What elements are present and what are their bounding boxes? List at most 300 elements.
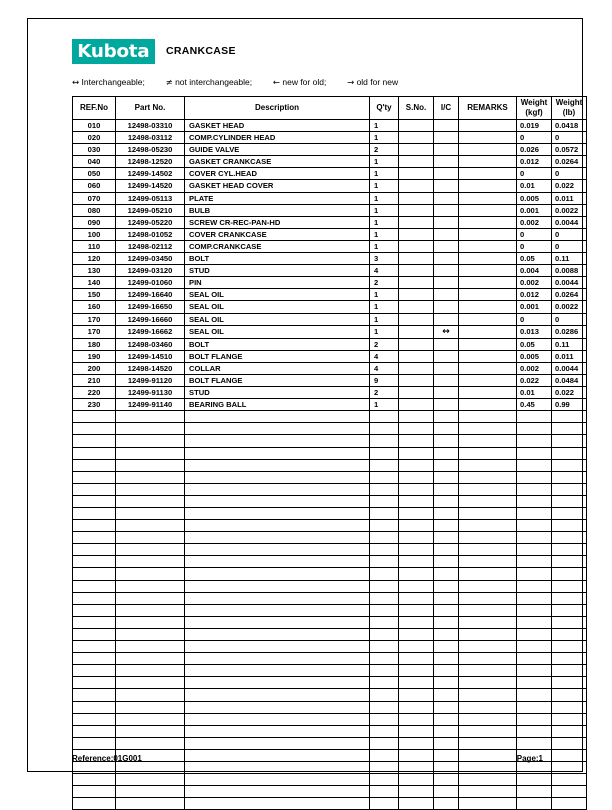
cell-remarks [459,180,517,192]
table-row-empty [73,544,587,556]
cell-description: GASKET HEAD COVER [185,180,370,192]
cell-part-no: 12499-01060 [116,277,185,289]
cell-empty [517,677,552,689]
table-row [73,362,587,374]
cell-s-no [399,350,434,362]
cell-empty [459,411,517,423]
cell-empty [73,568,116,580]
cell-empty [434,411,459,423]
cell-description: BOLT FLANGE [185,374,370,386]
cell-empty [434,592,459,604]
cell-empty [517,701,552,713]
cell-ref-no: 200 [73,362,116,374]
cell-empty [370,508,399,520]
cell-empty [459,604,517,616]
column-header-s-no: S.No. [399,97,434,120]
cell-empty [552,423,587,435]
cell-empty [185,725,370,737]
cell-empty [116,459,185,471]
cell-weight-lb: 0.0264 [552,156,587,168]
cell-empty [185,641,370,653]
cell-empty [399,761,434,773]
cell-ref-no: 220 [73,387,116,399]
cell-empty [459,665,517,677]
cell-empty [459,628,517,640]
cell-empty [459,447,517,459]
cell-remarks [459,338,517,350]
cell-weight-lb: 0.11 [552,338,587,350]
cell-empty [116,665,185,677]
cell-ic [434,301,459,313]
cell-empty [517,568,552,580]
cell-remarks [459,350,517,362]
cell-part-no: 12498-01052 [116,228,185,240]
cell-empty [73,435,116,447]
cell-empty [73,665,116,677]
cell-empty [399,544,434,556]
cell-empty [552,483,587,495]
cell-ref-no: 180 [73,338,116,350]
cell-weight-lb: 0.0044 [552,362,587,374]
cell-description: BOLT [185,338,370,350]
cell-empty [73,580,116,592]
table-row [73,180,587,192]
cell-empty [434,495,459,507]
cell-empty [552,580,587,592]
cell-empty [185,592,370,604]
table-row [73,399,587,411]
cell-ic [434,204,459,216]
cell-description: GASKET HEAD [185,120,370,132]
cell-empty [185,423,370,435]
cell-empty [459,725,517,737]
cell-empty [399,713,434,725]
cell-empty [399,471,434,483]
cell-empty [552,435,587,447]
table-row-empty [73,411,587,423]
cell-weight-lb: 0.022 [552,387,587,399]
cell-empty [73,483,116,495]
cell-description: GUIDE VALVE [185,144,370,156]
legend-symbol-interchangeable: ↔ [72,78,80,88]
cell-empty [116,713,185,725]
cell-ref-no: 040 [73,156,116,168]
cell-empty [185,447,370,459]
cell-qty: 1 [370,301,399,313]
cell-empty [116,689,185,701]
cell-empty [552,713,587,725]
cell-empty [552,725,587,737]
cell-weight-lb: 0.011 [552,350,587,362]
page-title: CRANKCASE [166,45,236,57]
footer-reference: Reference:01G001 [72,754,142,763]
cell-weight-lb: 0.11 [552,253,587,265]
table-row-empty [73,520,587,532]
cell-empty [116,423,185,435]
cell-empty [370,701,399,713]
cell-part-no: 12498-03310 [116,120,185,132]
cell-part-no: 12499-16660 [116,313,185,325]
cell-empty [517,616,552,628]
table-row-empty [73,483,587,495]
cell-weight-kgf: 0.001 [517,301,552,313]
cell-s-no [399,399,434,411]
cell-empty [459,423,517,435]
cell-empty [459,701,517,713]
cell-s-no [399,120,434,132]
cell-empty [459,532,517,544]
cell-empty [370,532,399,544]
table-row-empty [73,653,587,665]
cell-empty [370,677,399,689]
cell-empty [552,798,587,810]
cell-weight-lb: 0 [552,228,587,240]
cell-description: GASKET CRANKCASE [185,156,370,168]
cell-empty [116,508,185,520]
cell-qty: 1 [370,325,399,338]
cell-empty [552,641,587,653]
cell-s-no [399,301,434,313]
cell-qty: 2 [370,338,399,350]
cell-empty [459,483,517,495]
cell-s-no [399,156,434,168]
cell-description: STUD [185,265,370,277]
cell-empty [552,459,587,471]
cell-empty [185,520,370,532]
cell-empty [73,508,116,520]
cell-weight-kgf: 0 [517,132,552,144]
cell-empty [370,435,399,447]
cell-empty [434,556,459,568]
cell-empty [370,616,399,628]
cell-empty [116,580,185,592]
cell-empty [185,556,370,568]
cell-ic [434,240,459,252]
cell-empty [434,471,459,483]
table-row-empty [73,798,587,810]
cell-empty [552,604,587,616]
cell-s-no [399,204,434,216]
cell-empty [399,411,434,423]
cell-empty [552,544,587,556]
cell-empty [370,459,399,471]
cell-empty [370,798,399,810]
cell-description: COMP.CRANKCASE [185,240,370,252]
cell-empty [116,447,185,459]
cell-s-no [399,289,434,301]
cell-s-no [399,253,434,265]
cell-ic [434,387,459,399]
table-row-empty [73,508,587,520]
cell-empty [552,628,587,640]
cell-empty [517,447,552,459]
cell-part-no: 12499-14502 [116,168,185,180]
cell-empty [399,616,434,628]
cell-empty [370,556,399,568]
cell-empty [399,508,434,520]
cell-weight-kgf: 0.002 [517,216,552,228]
cell-empty [517,459,552,471]
cell-weight-kgf: 0.026 [517,144,552,156]
cell-description: COVER CYL.HEAD [185,168,370,180]
cell-empty [370,520,399,532]
cell-s-no [399,240,434,252]
legend [72,77,398,88]
cell-weight-kgf: 0.005 [517,192,552,204]
cell-empty [434,653,459,665]
cell-ref-no: 020 [73,132,116,144]
cell-empty [459,435,517,447]
cell-description: BOLT FLANGE [185,350,370,362]
cell-weight-kgf: 0.004 [517,265,552,277]
cell-empty [370,544,399,556]
legend-label-new-for-old: new for old; [282,77,327,87]
cell-empty [73,447,116,459]
cell-empty [459,774,517,786]
cell-ic [434,350,459,362]
cell-weight-lb: 0 [552,132,587,144]
cell-empty [399,774,434,786]
cell-part-no: 12498-03460 [116,338,185,350]
table-row-empty [73,435,587,447]
cell-empty [459,737,517,749]
cell-empty [459,592,517,604]
table-row [73,289,587,301]
cell-qty: 1 [370,168,399,180]
cell-ref-no: 100 [73,228,116,240]
cell-weight-kgf: 0.002 [517,362,552,374]
table-row [73,240,587,252]
table-row-empty [73,471,587,483]
cell-empty [552,616,587,628]
cell-empty [399,459,434,471]
cell-weight-lb: 0.0484 [552,374,587,386]
cell-empty [434,483,459,495]
cell-weight-kgf: 0.01 [517,180,552,192]
cell-empty [552,447,587,459]
column-header-part-no: Part No. [116,97,185,120]
cell-empty [370,592,399,604]
cell-remarks [459,204,517,216]
cell-weight-lb: 0.99 [552,399,587,411]
cell-qty: 2 [370,277,399,289]
cell-empty [116,556,185,568]
cell-empty [399,798,434,810]
cell-s-no [399,144,434,156]
cell-ref-no: 130 [73,265,116,277]
cell-weight-kgf: 0.002 [517,277,552,289]
cell-weight-kgf: 0 [517,168,552,180]
cell-qty: 1 [370,399,399,411]
column-header-description: Description [185,97,370,120]
column-header-remarks: REMARKS [459,97,517,120]
cell-empty [552,665,587,677]
cell-empty [517,520,552,532]
cell-empty [73,532,116,544]
cell-empty [370,471,399,483]
cell-empty [185,459,370,471]
cell-description: SCREW CR-REC-PAN-HD [185,216,370,228]
cell-empty [552,568,587,580]
cell-qty: 1 [370,132,399,144]
cell-description: BULB [185,204,370,216]
legend-symbol-old-for-new: → [347,78,355,88]
legend-symbol-not-interchangeable: ≠ [165,78,173,88]
cell-empty [185,665,370,677]
cell-ic [434,313,459,325]
cell-remarks [459,240,517,252]
cell-empty [185,495,370,507]
table-row [73,325,587,338]
cell-empty [434,665,459,677]
parts-table [72,96,587,810]
cell-empty [517,495,552,507]
cell-empty [116,628,185,640]
cell-s-no [399,228,434,240]
kubota-logo-text: Kubota [77,40,150,62]
table-row-empty [73,774,587,786]
cell-empty [116,677,185,689]
column-header-ref-no: REF.No [73,97,116,120]
cell-s-no [399,313,434,325]
cell-empty [459,798,517,810]
cell-empty [185,544,370,556]
column-header-ic: I/C [434,97,459,120]
cell-empty [73,701,116,713]
cell-part-no: 12499-16662 [116,325,185,338]
cell-part-no: 12498-05230 [116,144,185,156]
cell-qty: 3 [370,253,399,265]
cell-ref-no: 030 [73,144,116,156]
cell-weight-lb: 0.0286 [552,325,587,338]
cell-weight-kgf: 0.001 [517,204,552,216]
parts-table-body [73,120,587,810]
cell-empty [517,737,552,749]
table-row-empty [73,568,587,580]
cell-qty: 2 [370,387,399,399]
cell-empty [399,568,434,580]
cell-qty: 2 [370,144,399,156]
cell-empty [434,435,459,447]
cell-remarks [459,313,517,325]
cell-empty [116,411,185,423]
cell-weight-kgf: 0.45 [517,399,552,411]
cell-empty [517,471,552,483]
cell-empty [399,641,434,653]
cell-empty [185,761,370,773]
cell-empty [185,435,370,447]
cell-empty [517,761,552,773]
cell-empty [552,592,587,604]
cell-qty: 1 [370,180,399,192]
cell-ic [434,374,459,386]
cell-empty [552,495,587,507]
cell-empty [185,580,370,592]
cell-qty: 1 [370,289,399,301]
table-row [73,338,587,350]
cell-empty [116,471,185,483]
cell-qty: 9 [370,374,399,386]
cell-weight-lb: 0.0044 [552,216,587,228]
kubota-logo [72,39,155,64]
cell-remarks [459,216,517,228]
cell-empty [459,568,517,580]
cell-empty [434,689,459,701]
cell-ref-no: 120 [73,253,116,265]
cell-empty [73,604,116,616]
cell-ref-no: 080 [73,204,116,216]
cell-description: SEAL OIL [185,289,370,301]
cell-empty [434,616,459,628]
cell-empty [517,544,552,556]
cell-ic [434,253,459,265]
parts-table-header [73,97,587,120]
cell-weight-lb: 0 [552,240,587,252]
cell-empty [552,532,587,544]
cell-part-no: 12499-05220 [116,216,185,228]
cell-description: STUD [185,387,370,399]
cell-empty [434,459,459,471]
cell-empty [370,604,399,616]
cell-qty: 1 [370,120,399,132]
cell-qty: 4 [370,265,399,277]
cell-empty [552,689,587,701]
cell-empty [459,580,517,592]
cell-ic [434,180,459,192]
legend-symbol-new-for-old: ← [272,78,280,88]
cell-description: COMP.CYLINDER HEAD [185,132,370,144]
table-row [73,265,587,277]
cell-qty: 4 [370,362,399,374]
cell-empty [517,713,552,725]
cell-part-no: 12499-91120 [116,374,185,386]
table-row-empty [73,677,587,689]
cell-empty [185,411,370,423]
cell-empty [370,423,399,435]
cell-qty: 1 [370,240,399,252]
cell-empty [185,677,370,689]
cell-empty [434,737,459,749]
cell-empty [552,411,587,423]
cell-empty [459,689,517,701]
cell-empty [552,508,587,520]
table-row [73,168,587,180]
table-header-row [73,97,587,120]
cell-empty [399,628,434,640]
cell-remarks [459,387,517,399]
cell-empty [459,544,517,556]
cell-empty [517,435,552,447]
cell-weight-kgf: 0 [517,313,552,325]
table-row [73,192,587,204]
cell-s-no [399,325,434,338]
cell-remarks [459,325,517,338]
cell-qty: 1 [370,228,399,240]
cell-weight-kgf: 0.012 [517,156,552,168]
cell-weight-lb: 0.0088 [552,265,587,277]
cell-s-no [399,387,434,399]
cell-empty [399,447,434,459]
table-row-empty [73,628,587,640]
cell-empty [434,423,459,435]
page-content [62,21,583,766]
cell-empty [552,749,587,761]
cell-weight-kgf: 0 [517,228,552,240]
table-row-empty [73,495,587,507]
cell-part-no: 12499-91130 [116,387,185,399]
cell-empty [185,737,370,749]
cell-empty [552,653,587,665]
